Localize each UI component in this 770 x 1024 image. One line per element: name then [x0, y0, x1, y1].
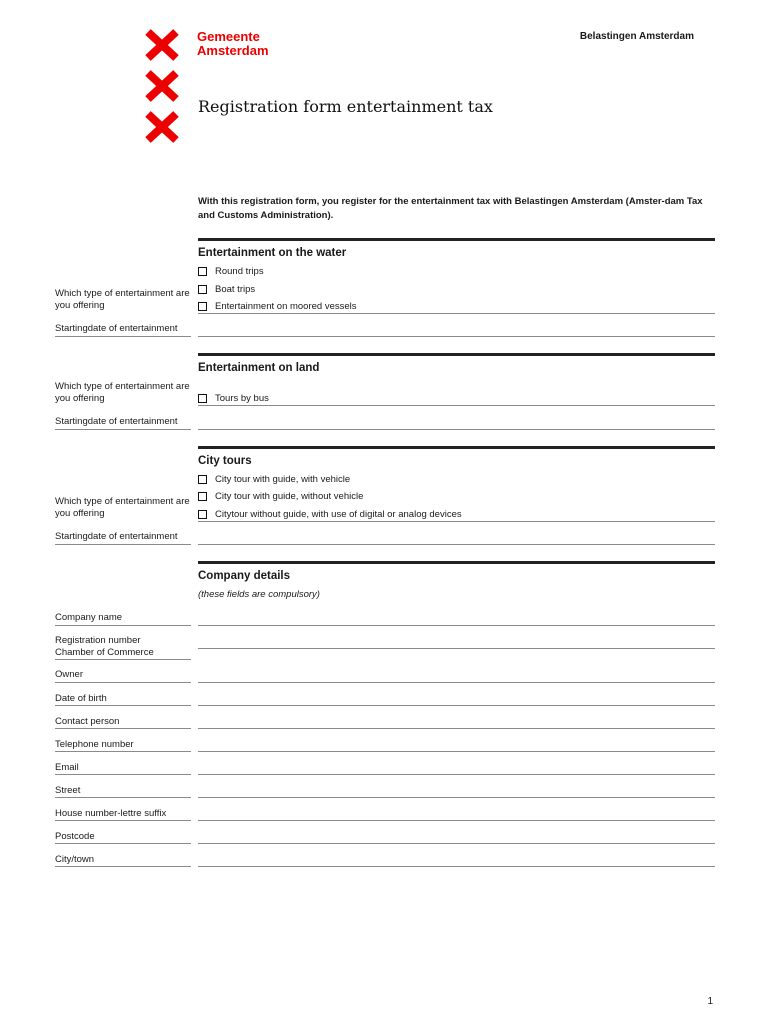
owner-label: Owner — [55, 669, 83, 680]
saint-andrews-cross-icon — [143, 110, 181, 144]
telephone-label: Telephone number — [55, 739, 134, 750]
option-boat-trips[interactable]: Boat trips — [198, 282, 255, 296]
company-name-input[interactable] — [198, 625, 715, 626]
page-number: 1 — [707, 996, 713, 1007]
postcode-input[interactable] — [198, 843, 715, 844]
section-divider — [198, 561, 715, 564]
saint-andrews-cross-icon — [143, 28, 181, 62]
section-divider — [198, 353, 715, 356]
label-underline — [55, 682, 191, 683]
question-label: Which type of entertainment are you offering — [55, 288, 190, 311]
divider-line — [198, 405, 715, 406]
date-of-birth-input[interactable] — [198, 705, 715, 706]
contact-person-label: Contact person — [55, 716, 120, 727]
option-moored-vessels[interactable]: Entertainment on moored vessels — [198, 299, 357, 313]
checkbox[interactable] — [198, 394, 207, 403]
checkbox[interactable] — [198, 510, 207, 519]
starting-date-input-land[interactable] — [198, 429, 715, 430]
organization-name: Belastingen Amsterdam — [579, 31, 694, 42]
house-number-label: House number-lettre suffix — [55, 808, 167, 819]
label-underline — [55, 751, 191, 752]
label-underline — [55, 336, 191, 337]
starting-date-input-city[interactable] — [198, 544, 715, 545]
checkbox[interactable] — [198, 267, 207, 276]
brand-name: Gemeente Amsterdam — [197, 29, 269, 58]
option-round-trips[interactable]: Round trips — [198, 264, 264, 278]
checkbox[interactable] — [198, 302, 207, 311]
city-town-label: City/town — [55, 854, 95, 865]
label-underline — [55, 429, 191, 430]
registration-number-label: Registration number Chamber of Commerce — [55, 635, 154, 658]
section-title-land: Entertainment on land — [198, 362, 320, 374]
question-label: Which type of entertainment are you offering — [55, 496, 190, 519]
starting-date-label: Startingdate of entertainment — [55, 416, 178, 427]
section-title-city-tours: City tours — [198, 455, 252, 467]
city-town-input[interactable] — [198, 866, 715, 867]
email-input[interactable] — [198, 774, 715, 775]
section-divider — [198, 238, 715, 241]
section-divider — [198, 446, 715, 449]
checkbox[interactable] — [198, 285, 207, 294]
label-underline — [55, 820, 191, 821]
option-city-tour-without-vehicle[interactable]: City tour with guide, without vehicle — [198, 489, 363, 503]
label-underline — [55, 866, 191, 867]
section-title-company: Company details — [198, 570, 291, 582]
divider-line — [198, 313, 715, 314]
intro-text: With this registration form, you register for the entertainment tax with Belastingen Amsterdam (Amster-dam Tax and Customs Administration). — [198, 196, 703, 221]
option-city-tour-with-vehicle[interactable]: City tour with guide, with vehicle — [198, 472, 350, 486]
label-underline — [55, 728, 191, 729]
checkbox[interactable] — [198, 475, 207, 484]
house-number-input[interactable] — [198, 820, 715, 821]
starting-date-label: Startingdate of entertainment — [55, 531, 178, 542]
section-title-water: Entertainment on the water — [198, 247, 347, 259]
street-label: Street — [55, 785, 81, 796]
starting-date-label: Startingdate of entertainment — [55, 323, 178, 334]
label-underline — [55, 659, 191, 660]
label-underline — [55, 705, 191, 706]
company-name-label: Company name — [55, 612, 123, 623]
label-underline — [55, 625, 191, 626]
email-label: Email — [55, 762, 79, 773]
street-input[interactable] — [198, 797, 715, 798]
divider-line — [198, 521, 715, 522]
date-of-birth-label: Date of birth — [55, 693, 107, 704]
label-underline — [55, 843, 191, 844]
owner-input[interactable] — [198, 682, 715, 683]
compulsory-note: (these fields are compulsory) — [198, 589, 320, 600]
checkbox[interactable] — [198, 492, 207, 501]
option-tours-by-bus[interactable]: Tours by bus — [198, 391, 269, 405]
saint-andrews-cross-icon — [143, 69, 181, 103]
label-underline — [55, 797, 191, 798]
telephone-input[interactable] — [198, 751, 715, 752]
label-underline — [55, 544, 191, 545]
postcode-label: Postcode — [55, 831, 95, 842]
page-title: Registration form entertainment tax — [198, 97, 493, 116]
registration-number-input[interactable] — [198, 648, 715, 649]
question-label: Which type of entertainment are you offering — [55, 381, 190, 404]
contact-person-input[interactable] — [198, 728, 715, 729]
option-city-tour-without-guide[interactable]: Citytour without guide, with use of digital or analog devices — [198, 507, 462, 521]
starting-date-input-water[interactable] — [198, 336, 715, 337]
label-underline — [55, 774, 191, 775]
